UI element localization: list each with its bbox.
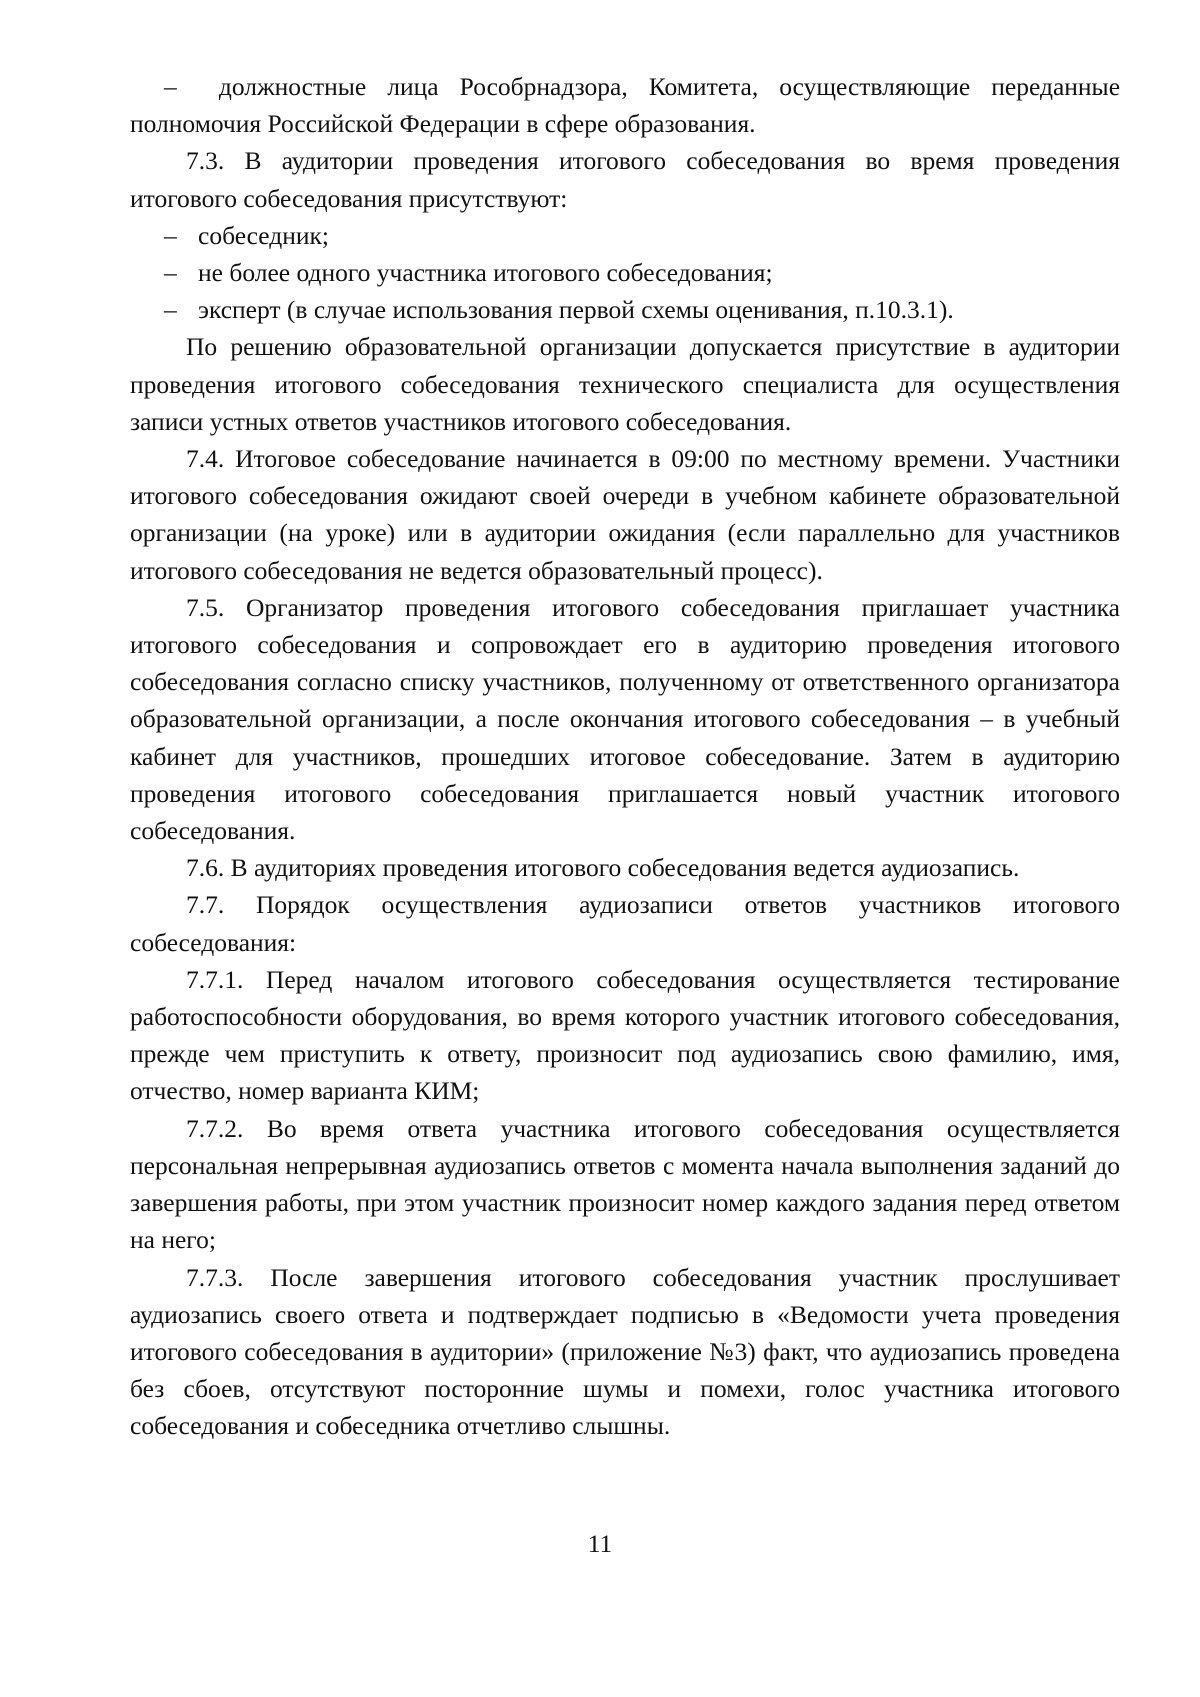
paragraph-7-7: 7.7. Порядок осуществления аудиозаписи ответов участников итогового собеседования:: [130, 890, 1120, 957]
paragraph-7-7-3: 7.7.3. После завершения итогового собеседования участник прослушивает аудиозапись своего ответа и подтверждает подписью в «Ведомости учета проведения итогового собеседования в аудитории» (приложение №3) факт, что аудиозапись проведена без сбоев, отсутствуют посторонние шумы и помехи, голос участника итогового собеседования и собеседника отчетливо слышны.: [130, 1262, 1120, 1441]
list-item-participant: [130, 254, 1120, 291]
list-item-text: собеседник;: [198, 220, 330, 250]
page-number: 11: [587, 1529, 613, 1558]
list-item-text: не более одного участника итогового собеседования;: [198, 258, 773, 288]
document-body: [130, 68, 1120, 1445]
paragraph-7-7-1: 7.7.1. Перед началом итогового собеседования осуществляется тестирование работоспособности оборудования, во время которого участник итогового собеседования, прежде чем приступить к ответу, произносит под аудиозапись свою фамилию, имя, отчество, номер варианта КИМ;: [130, 964, 1120, 1106]
list-item-text: должностные лица Рособрнадзора, Комитета, осуществляющие переданные полномочия Российской Федерации в сфере образования.: [130, 72, 1121, 139]
paragraph-7-4: 7.4. Итоговое собеседование начинается в 09:00 по местному времени. Участники итогового собеседования ожидают своей очереди в учебном кабинете образовательной организации (на уроке) или в аудитории ожидания (если параллельно для участников итогового собеседования не ведется образовательный процесс).: [130, 444, 1120, 585]
list-item-text: эксперт (в случае использования первой схемы оценивания, п.10.3.1).: [198, 295, 954, 325]
paragraph-7-3: 7.3. В аудитории проведения итогового собеседования во время проведения итогового собеседования присутствуют:: [130, 146, 1120, 213]
list-item-interlocutor: [130, 217, 1120, 254]
list-dash: –: [164, 72, 177, 101]
list-item-expert: [130, 291, 1120, 328]
paragraph-tech-specialist: По решению образовательной организации допускается присутствие в аудитории проведения итогового собеседования технического специалиста для осуществления записи устных ответов участников итогового собеседования.: [130, 332, 1120, 436]
list-dash: –: [164, 220, 177, 250]
paragraph-7-6: 7.6. В аудиториях проведения итогового собеседования ведется аудиозапись.: [186, 853, 1020, 883]
list-dash: –: [164, 295, 177, 325]
list-dash: –: [164, 258, 177, 288]
paragraph-7-5: 7.5. Организатор проведения итогового собеседования приглашает участника итогового собеседования и сопровождает его в аудиторию проведения итогового собеседования согласно списку участников, полученному от ответственного организатора образовательной организации, а после окончания итогового собеседования – в учебный кабинет для участников, прошедших итоговое собеседование. Затем в аудиторию проведения итогового собеседования приглашается новый участник итогового собеседования.: [130, 592, 1120, 846]
paragraph-7-7-2: 7.7.2. Во время ответа участника итогового собеседования осуществляется персональная непрерывная аудиозапись ответов с момента начала выполнения заданий до завершения работы, при этом участник произносит номер каждого задания перед ответом на него;: [130, 1113, 1120, 1255]
list-item-officials: [130, 68, 1120, 142]
